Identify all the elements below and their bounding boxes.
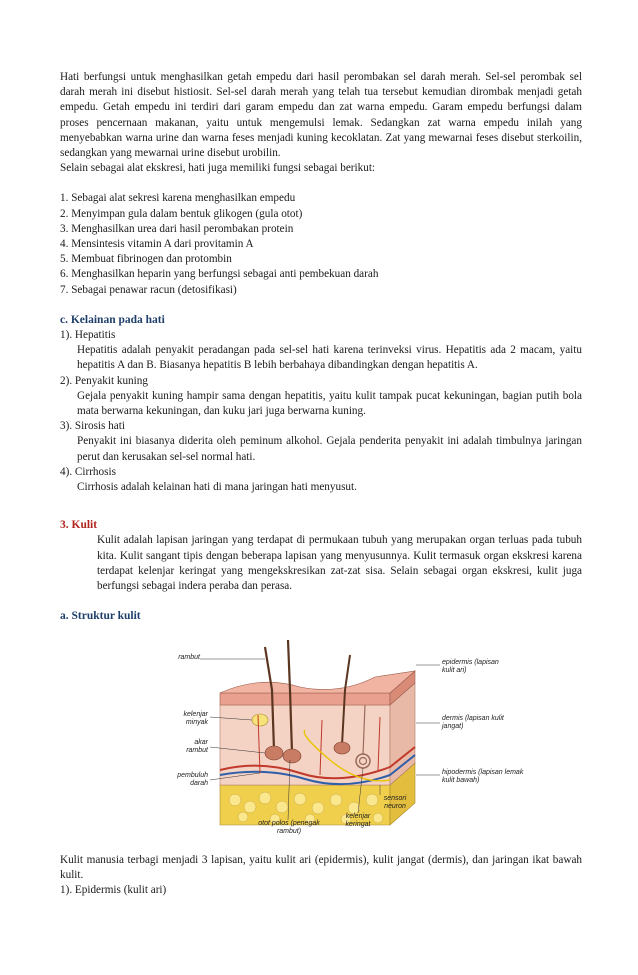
disease-title: 4). Cirrhosis bbox=[60, 465, 116, 478]
disease-body: Penyakit ini biasanya diderita oleh peminum alkohol. Gejala penderita penyakit ini adalah timbulnya jaringan perut dan kerusakan sel-sel normal hati. bbox=[77, 435, 582, 463]
disease-body: Gejala penyakit kuning hampir sama dengan hepatitis, yaitu kulit tampak pucat kekuningan, bagian putih bola mata berwarna kekuningan, dan kuku jari juga berwarna kuning. bbox=[77, 389, 582, 418]
list-item: 5. Membuat fibrinogen dan protombin bbox=[60, 253, 232, 266]
document-page bbox=[60, 70, 582, 898]
struktur-kulit-heading: a. Struktur kulit bbox=[60, 610, 141, 623]
disease-title: 2). Penyakit kuning bbox=[60, 374, 148, 387]
label-sensori-neuron: sensori neuron bbox=[383, 794, 407, 810]
intro-paragraph: Hati berfungsi untuk menghasilkan getah empedu dari hasil perombakan sel darah merah. Sel-sel perombak sel darah merah ini disebut histiosit. Sel-sel darah merah yang telah tua tersebut kemudian dirombak menjadi getah empedu. Getah empedu ini terdiri dari garam empedu dan zat warna empedu. Garam empedu berfungsi dalam proses pencernaan makanan, yaitu untuk mengemulsi lemak. Sedangkan zat warna empedu inilah yang menyebabkan warna urine dan warna feses menjadi kuning kecoklatan. Zat yang mewarnai feses disebut sterkoilin, sedangkan yang mewarnai urine disebut urobilin. bbox=[60, 71, 582, 160]
list-item: 4. Mensintesis vitamin A dari provitamin A bbox=[60, 238, 254, 251]
disease-title: 1). Hepatitis bbox=[60, 329, 116, 342]
list-item: 3. Menghasilkan urea dari hasil perombakan protein bbox=[60, 222, 294, 235]
label-pembuluh-darah: pembuluh darah bbox=[177, 771, 208, 787]
skin-structure-diagram bbox=[60, 635, 582, 845]
list-item: 1. Sebagai alat sekresi karena menghasilkan empedu bbox=[60, 192, 296, 205]
disease-title: 3). Sirosis hati bbox=[60, 420, 125, 433]
label-epidermis: epidermis (lapisan kulit ari) bbox=[442, 658, 499, 674]
label-akar-rambut: akar rambut bbox=[186, 738, 208, 754]
list-item: 6. Menghasilkan heparin yang berfungsi sebagai anti pembekuan darah bbox=[60, 268, 379, 281]
label-rambut: rambut bbox=[178, 653, 200, 661]
label-kelenjar-keringat: kelenjar keringat bbox=[345, 812, 371, 828]
list-item: 2. Menyimpan gula dalam bentuk glikogen (gula otot) bbox=[60, 207, 303, 220]
label-dermis: dermis (lapisan kulit jangat) bbox=[442, 714, 504, 730]
label-hipodermis: hipodermis (lapisan lemak kulit bawah) bbox=[442, 768, 524, 784]
layers-paragraph: Kulit manusia terbagi menjadi 3 lapisan, yaitu kulit ari (epidermis), kulit jangat (dermis), dan jaringan ikat bawah kulit. bbox=[60, 853, 582, 881]
epidermis-subheading: 1). Epidermis (kulit ari) bbox=[60, 883, 167, 896]
label-kelenjar-minyak: kelenjar minyak bbox=[183, 710, 208, 726]
kelainan-heading: c. Kelainan pada hati bbox=[60, 313, 165, 326]
kulit-heading: 3. Kulit bbox=[60, 519, 98, 532]
intro-functions-lead: Selain sebagai alat ekskresi, hati juga memiliki fungsi sebagai berikut: bbox=[60, 162, 376, 175]
kulit-paragraph: Kulit adalah lapisan jaringan yang terdapat di permukaan tubuh yang merupakan organ terluas pada tubuh kita. Kulit sangant tipis dengan beberapa lapisan yang menyusunnya. Kulit termasuk organ ekskresi karena terdapat kelenjar keringat yang mengekskresikan zat-zat sisa. Selain sebagai organ ekskresi, kulit juga berfungsi sebagai indera peraba dan perasa. bbox=[97, 534, 582, 593]
list-item: 7. Sebagai penawar racun (detosifikasi) bbox=[60, 283, 237, 296]
disease-body: Hepatitis adalah penyakit peradangan pada sel-sel hati karena terinveksi virus. Hepatitis ada 2 macam, yaitu hepatitis A dan B. Biasanya hepatitis B lebih berbahaya dibandingkan dengan hepatitis A. bbox=[77, 344, 582, 372]
disease-body: Cirrhosis adalah kelainan hati di mana jaringan hati menyusut. bbox=[77, 481, 357, 494]
liver-functions-list bbox=[60, 191, 582, 297]
label-otot-polos: otot polos (penegak rambut) bbox=[258, 819, 320, 835]
